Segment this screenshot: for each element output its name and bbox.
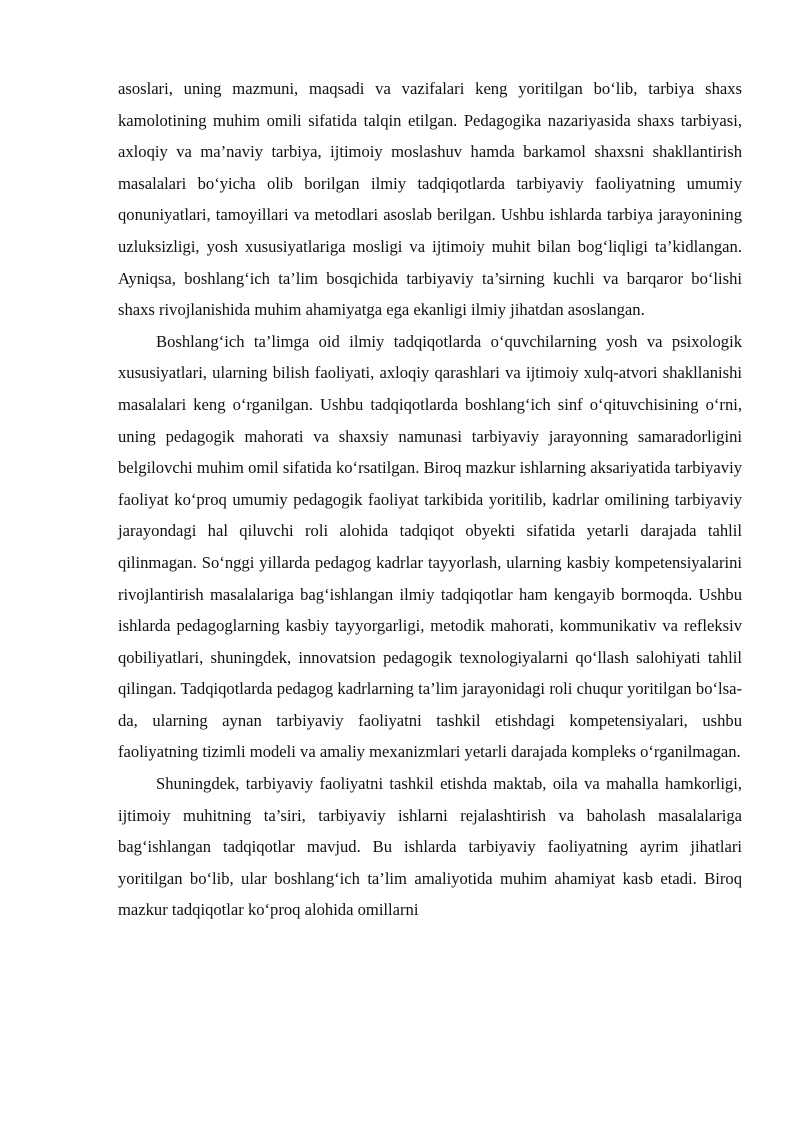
paragraph-continuation: asoslari, uning mazmuni, maqsadi va vazifalari keng yoritilgan bo‘lib, tarbiya shaxs kamolotining muhim omili sifatida talqin etilgan. Pedagogika nazariyasida shaxs tarbiyasi, axloqiy va ma’naviy tarbiya, ijtimoiy moslashuv hamda barkamol shaxsni shakllantirish masalalari bo‘yicha olib borilgan ilmiy tadqiqotlarda tarbiyaviy faoliyatning umumiy qonuniyatlari, tamoyillari va metodlari asoslab berilgan. Ushbu ishlarda tarbiya jarayonining uzluksizligi, yosh xususiyatlariga mosligi va ijtimoiy muhit bilan bog‘liqligi ta’kidlangan. Ayniqsa, boshlang‘ich ta’lim bosqichida tarbiyaviy ta’sirning kuchli va barqaror bo‘lishi shaxs rivojlanishida muhim ahamiyatga ega ekanligi ilmiy jihatdan asoslangan.	[118, 79, 742, 320]
paragraph-school-family-cooperation: Shuningdek, tarbiyaviy faoliyatni tashkil etishda maktab, oila va mahalla hamkorligi, ijtimoiy muhitning ta’siri, tarbiyaviy ishlarni rejalashtirish va baholash masalalariga bag‘ishlangan tadqiqotlar mavjud. Bu ishlarda tarbiyaviy faoliyatning ayrim jihatlari yoritilgan bo‘lib, ular boshlang‘ich ta’lim amaliyotida muhim ahamiyat kasb etadi. Biroq mazkur tadqiqotlar ko‘proq alohida omillarni	[118, 774, 742, 920]
body-text	[118, 73, 742, 926]
paragraph-primary-education-research: Boshlang‘ich ta’limga oid ilmiy tadqiqotlarda o‘quvchilarning yosh va psixologik xususiyatlari, ularning bilish faoliyati, axloqiy qarashlari va ijtimoiy xulq-atvori shakllanishi masalalari keng o‘rganilgan. Ushbu tadqiqotlarda boshlang‘ich sinf o‘qituvchisining o‘rni, uning pedagogik mahorati va shaxsiy namunasi tarbiyaviy jarayonning samaradorligini belgilovchi muhim omil sifatida ko‘rsatilgan. Biroq mazkur ishlarning aksariyatida tarbiyaviy faoliyat ko‘proq umumiy pedagogik faoliyat tarkibida yoritilib, kadrlar omilining tarbiyaviy jarayondagi hal qiluvchi roli alohida tadqiqot obyekti sifatida yetarli darajada tahlil qilinmagan. So‘nggi yillarda pedagog kadrlar tayyorlash, ularning kasbiy kompetensiyalarini rivojlantirish masalalariga bag‘ishlangan ilmiy tadqiqotlar ham kengayib bormoqda. Ushbu ishlarda pedagoglarning kasbiy tayyorgarligi, metodik mahorati, kommunikativ va refleksiv qobiliyatlari, shuningdek, innovatsion pedagogik texnologiyalarni qo‘llash salohiyati tahlil qilingan. Tadqiqotlarda pedagog kadrlarning ta’lim jarayonidagi roli chuqur yoritilgan bo‘lsa-da, ularning aynan tarbiyaviy faoliyatni tashkil etishdagi kompetensiyalari, ushbu faoliyatning tizimli modeli va amaliy mexanizmlari yetarli darajada kompleks o‘rganilmagan.	[118, 331, 742, 762]
